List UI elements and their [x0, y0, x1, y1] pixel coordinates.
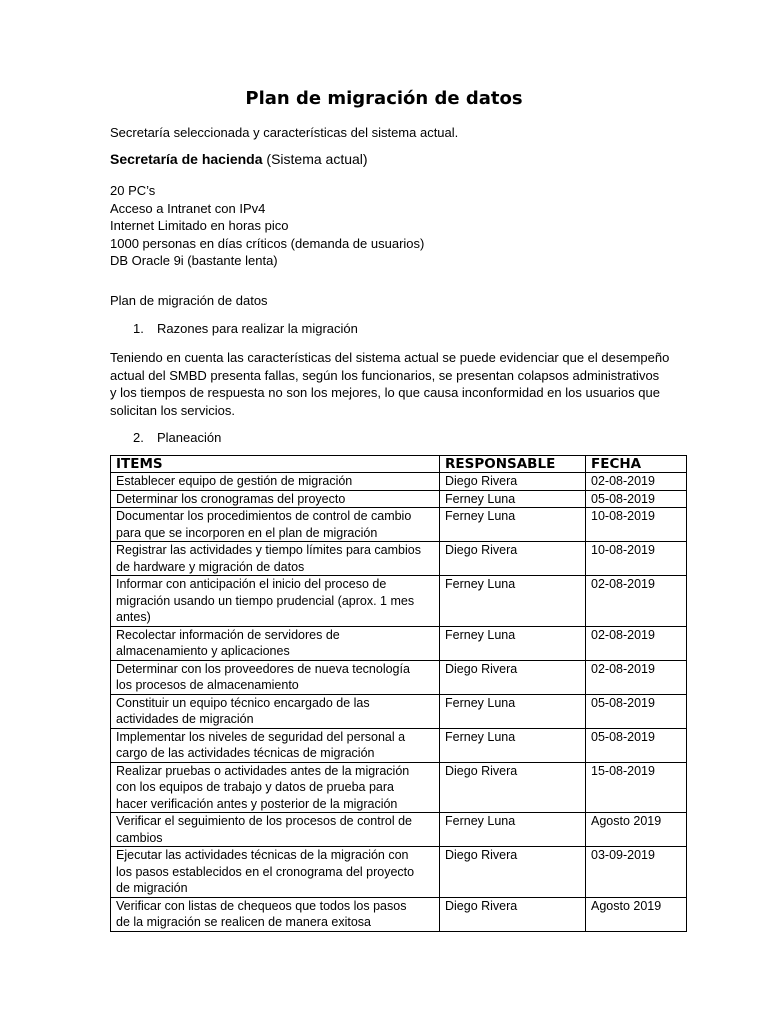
cell-fecha: 02-08-2019 — [586, 626, 687, 660]
cell-item-line: Verificar con listas de chequeos que todos los pasos — [116, 898, 407, 913]
cell-item — [111, 728, 440, 762]
section-number: 2. — [133, 430, 144, 445]
cell-item-line: Establecer equipo de gestión de migración — [116, 474, 353, 488]
table-row — [111, 490, 687, 508]
table-row — [111, 576, 687, 627]
cell-item-line: Determinar los cronogramas del proyecto — [116, 491, 346, 506]
spec-line: Internet Limitado en horas pico — [110, 218, 289, 233]
cell-fecha: 15-08-2019 — [586, 762, 687, 813]
cell-item — [111, 847, 440, 898]
paragraph-line: solicitan los servicios. — [110, 402, 235, 418]
cell-item-line: Registrar las actividades y tiempo límites para cambios — [116, 543, 421, 557]
cell-responsable: Diego Rivera — [440, 542, 586, 576]
table-row — [111, 626, 687, 660]
cell-item-line: de migración — [116, 881, 188, 895]
section-label: Razones para realizar la migración — [157, 321, 358, 336]
paragraph-line: y los tiempos de respuesta no son los mejores, lo que causa inconformidad en los usuarios que — [110, 385, 660, 400]
cell-item-line: para que se incorporen en el plan de migración — [116, 525, 378, 540]
cell-item-line: cambios — [116, 830, 163, 845]
table-row — [111, 660, 687, 694]
header-responsable: RESPONSABLE — [440, 456, 586, 473]
cell-item — [111, 813, 440, 847]
cell-responsable: Ferney Luna — [440, 576, 586, 627]
cell-item-line: Constituir un equipo técnico encargado de las — [116, 695, 370, 710]
cell-item — [111, 897, 440, 931]
secretaria-note: (Sistema actual) — [266, 151, 368, 167]
table-row — [111, 847, 687, 898]
cell-item-line: los procesos de almacenamiento — [116, 678, 299, 692]
cell-fecha: Agosto 2019 — [586, 897, 687, 931]
cell-item-line: migración usando un tiempo prudencial (aprox. 1 mes — [116, 593, 415, 608]
intro-text: Secretaría seleccionada y características del sistema actual. — [110, 125, 459, 140]
cell-item-line: antes) — [116, 610, 151, 624]
plan-heading: Plan de migración de datos — [110, 293, 268, 308]
cell-responsable: Ferney Luna — [440, 694, 586, 728]
header-items: ITEMS — [111, 456, 440, 473]
cell-responsable: Diego Rivera — [440, 847, 586, 898]
cell-item — [111, 762, 440, 813]
cell-responsable: Ferney Luna — [440, 508, 586, 542]
table-row — [111, 542, 687, 576]
table-row — [111, 897, 687, 931]
cell-item-line: actividades de migración — [116, 712, 254, 726]
table-body — [111, 473, 687, 932]
system-specs-list — [110, 182, 424, 270]
table-row — [111, 762, 687, 813]
document-title: Plan de migración de datos — [245, 88, 523, 109]
section-item-reasons — [133, 320, 358, 337]
reasons-paragraph — [110, 349, 670, 419]
section-item-planning — [133, 429, 221, 446]
cell-responsable: Ferney Luna — [440, 490, 586, 508]
cell-item — [111, 490, 440, 508]
cell-item-line: Recolectar información de servidores de — [116, 627, 340, 642]
cell-item-line: almacenamiento y aplicaciones — [116, 644, 290, 658]
cell-responsable: Ferney Luna — [440, 626, 586, 660]
cell-item-line: de la migración se realicen de manera exitosa — [116, 915, 371, 929]
table-row — [111, 508, 687, 542]
cell-fecha: 10-08-2019 — [586, 542, 687, 576]
spec-line: Acceso a Intranet con IPv4 — [110, 200, 266, 216]
table-row — [111, 473, 687, 491]
secretaria-name: Secretaría de hacienda — [110, 151, 263, 167]
cell-fecha: 02-08-2019 — [586, 576, 687, 627]
cell-item-line: de hardware y migración de datos — [116, 559, 305, 574]
paragraph-line: actual del SMBD presenta fallas, según los funcionarios, se presentan colapsos administrativos — [110, 367, 660, 383]
cell-responsable: Diego Rivera — [440, 660, 586, 694]
paragraph-line: Teniendo en cuenta las características del sistema actual se puede evidenciar que el desempeño — [110, 350, 670, 365]
cell-fecha: 03-09-2019 — [586, 847, 687, 898]
cell-fecha: 10-08-2019 — [586, 508, 687, 542]
cell-fecha: 02-08-2019 — [586, 660, 687, 694]
cell-responsable: Diego Rivera — [440, 762, 586, 813]
table-row — [111, 694, 687, 728]
spec-line: 1000 personas en días críticos (demanda de usuarios) — [110, 235, 425, 251]
cell-item-line: Documentar los procedimientos de control de cambio — [116, 509, 412, 523]
cell-item — [111, 626, 440, 660]
cell-responsable: Ferney Luna — [440, 813, 586, 847]
table-header-row — [111, 456, 687, 473]
cell-responsable: Ferney Luna — [440, 728, 586, 762]
spec-line: DB Oracle 9i (bastante lenta) — [110, 253, 278, 268]
cell-item — [111, 508, 440, 542]
cell-item-line: Ejecutar las actividades técnicas de la migración con — [116, 848, 409, 862]
cell-fecha: 05-08-2019 — [586, 490, 687, 508]
secretaria-heading — [110, 151, 368, 168]
table-row — [111, 813, 687, 847]
cell-responsable: Diego Rivera — [440, 897, 586, 931]
cell-responsable: Diego Rivera — [440, 473, 586, 491]
cell-fecha: 02-08-2019 — [586, 473, 687, 491]
cell-item-line: Determinar con los proveedores de nueva tecnología — [116, 661, 410, 676]
header-fecha: FECHA — [586, 456, 687, 473]
cell-fecha: 05-08-2019 — [586, 728, 687, 762]
table-row — [111, 728, 687, 762]
cell-item — [111, 660, 440, 694]
cell-item-line: hacer verificación antes y posterior de la migración — [116, 796, 398, 811]
cell-item-line: Informar con anticipación el inicio del proceso de — [116, 577, 387, 591]
section-number: 1. — [133, 321, 144, 336]
cell-item-line: cargo de las actividades técnicas de migración — [116, 746, 375, 760]
cell-item — [111, 576, 440, 627]
cell-fecha: 05-08-2019 — [586, 694, 687, 728]
cell-item — [111, 694, 440, 728]
cell-item-line: con los equipos de trabajo y datos de prueba para — [116, 780, 394, 794]
cell-item-line: Implementar los niveles de seguridad del personal a — [116, 729, 406, 744]
cell-item-line: Realizar pruebas o actividades antes de la migración — [116, 763, 410, 778]
cell-fecha: Agosto 2019 — [586, 813, 687, 847]
migration-plan-table — [110, 455, 687, 932]
cell-item — [111, 473, 440, 491]
cell-item-line: Verificar el seguimiento de los procesos de control de — [116, 814, 412, 828]
cell-item — [111, 542, 440, 576]
section-label: Planeación — [157, 430, 222, 445]
cell-item-line: los pasos establecidos en el cronograma del proyecto — [116, 864, 415, 879]
spec-line: 20 PC’s — [110, 183, 156, 198]
